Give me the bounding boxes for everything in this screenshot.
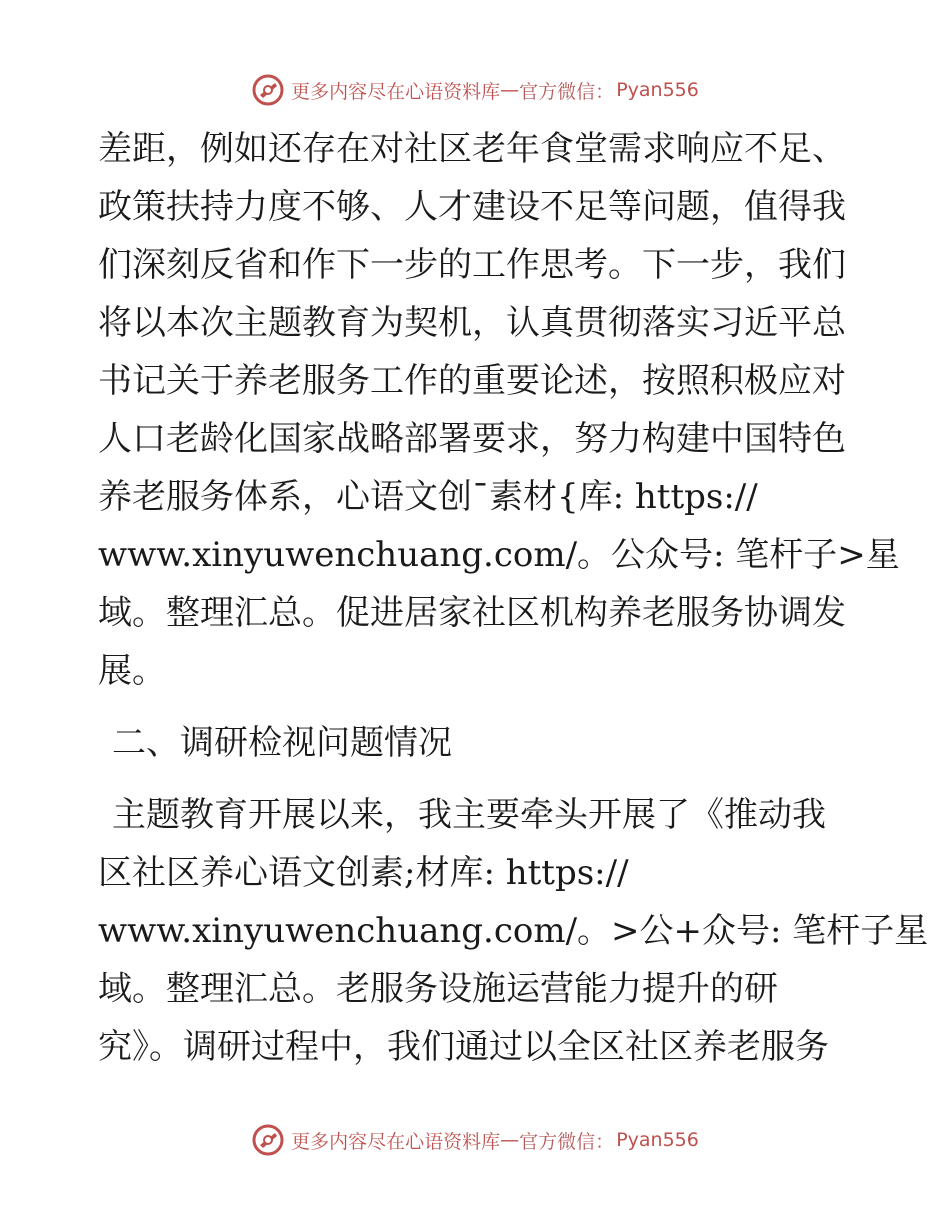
text-line: 域。整理汇总。老服务设施运营能力提升的研 [98, 969, 778, 1009]
header-watermark-banner [0, 70, 950, 110]
section-heading: 二、调研检视问题情况 [112, 723, 452, 763]
text-line: www.xinyuwenchuang.com/。>公+众号: 笔杆子星 [98, 911, 929, 951]
text-line: 展。 [98, 651, 166, 691]
text-line: 究》。调研过程中，我们通过以全区社区养老服务 [98, 1027, 829, 1067]
banner-main-text: 更多内容尽在心语资料库 [291, 80, 501, 103]
logo-icon [251, 1123, 285, 1157]
paragraph-2 [98, 786, 929, 1076]
text-line: 养老服务体系，心语文创¯素材{库: https:// [98, 477, 758, 517]
logo-icon [251, 73, 285, 107]
banner-wechat-id: Pyan556 [616, 1129, 699, 1151]
text-line: 域。整理汇总。促进居家社区机构养老服务协调发 [98, 593, 846, 633]
text-line: www.xinyuwenchuang.com/。公众号: 笔杆子>星 [98, 535, 900, 575]
text-line: 人口老龄化国家战略部署要求，努力构建中国特色 [98, 419, 846, 459]
text-line: 书记关于养老服务工作的重要论述，按照积极应对 [98, 361, 846, 401]
banner-separator: — [500, 1129, 520, 1151]
text-line: 政策扶持力度不够、人才建设不足等问题，值得我 [98, 187, 846, 227]
text-line: 将以本次主题教育为契机，认真贯彻落实习近平总 [98, 303, 846, 343]
banner-separator: — [500, 79, 520, 101]
banner-sub-text: 官方微信： [519, 1130, 615, 1153]
text-line: 们深刻反省和作下一步的工作思考。下一步，我们 [98, 245, 846, 285]
banner-main-text: 更多内容尽在心语资料库 [291, 1130, 501, 1153]
document-body [98, 120, 929, 1076]
banner-sub-text: 官方微信： [519, 80, 615, 103]
text-line: 区社区养心语文创素;材库: https:// [98, 853, 629, 893]
banner-wechat-id: Pyan556 [616, 79, 699, 101]
footer-watermark-banner [0, 1120, 950, 1160]
paragraph-1 [98, 120, 900, 700]
text-line: 主题教育开展以来，我主要牵头开展了《推动我 [112, 795, 826, 835]
text-line: 差距，例如还存在对社区老年食堂需求响应不足、 [98, 129, 846, 169]
